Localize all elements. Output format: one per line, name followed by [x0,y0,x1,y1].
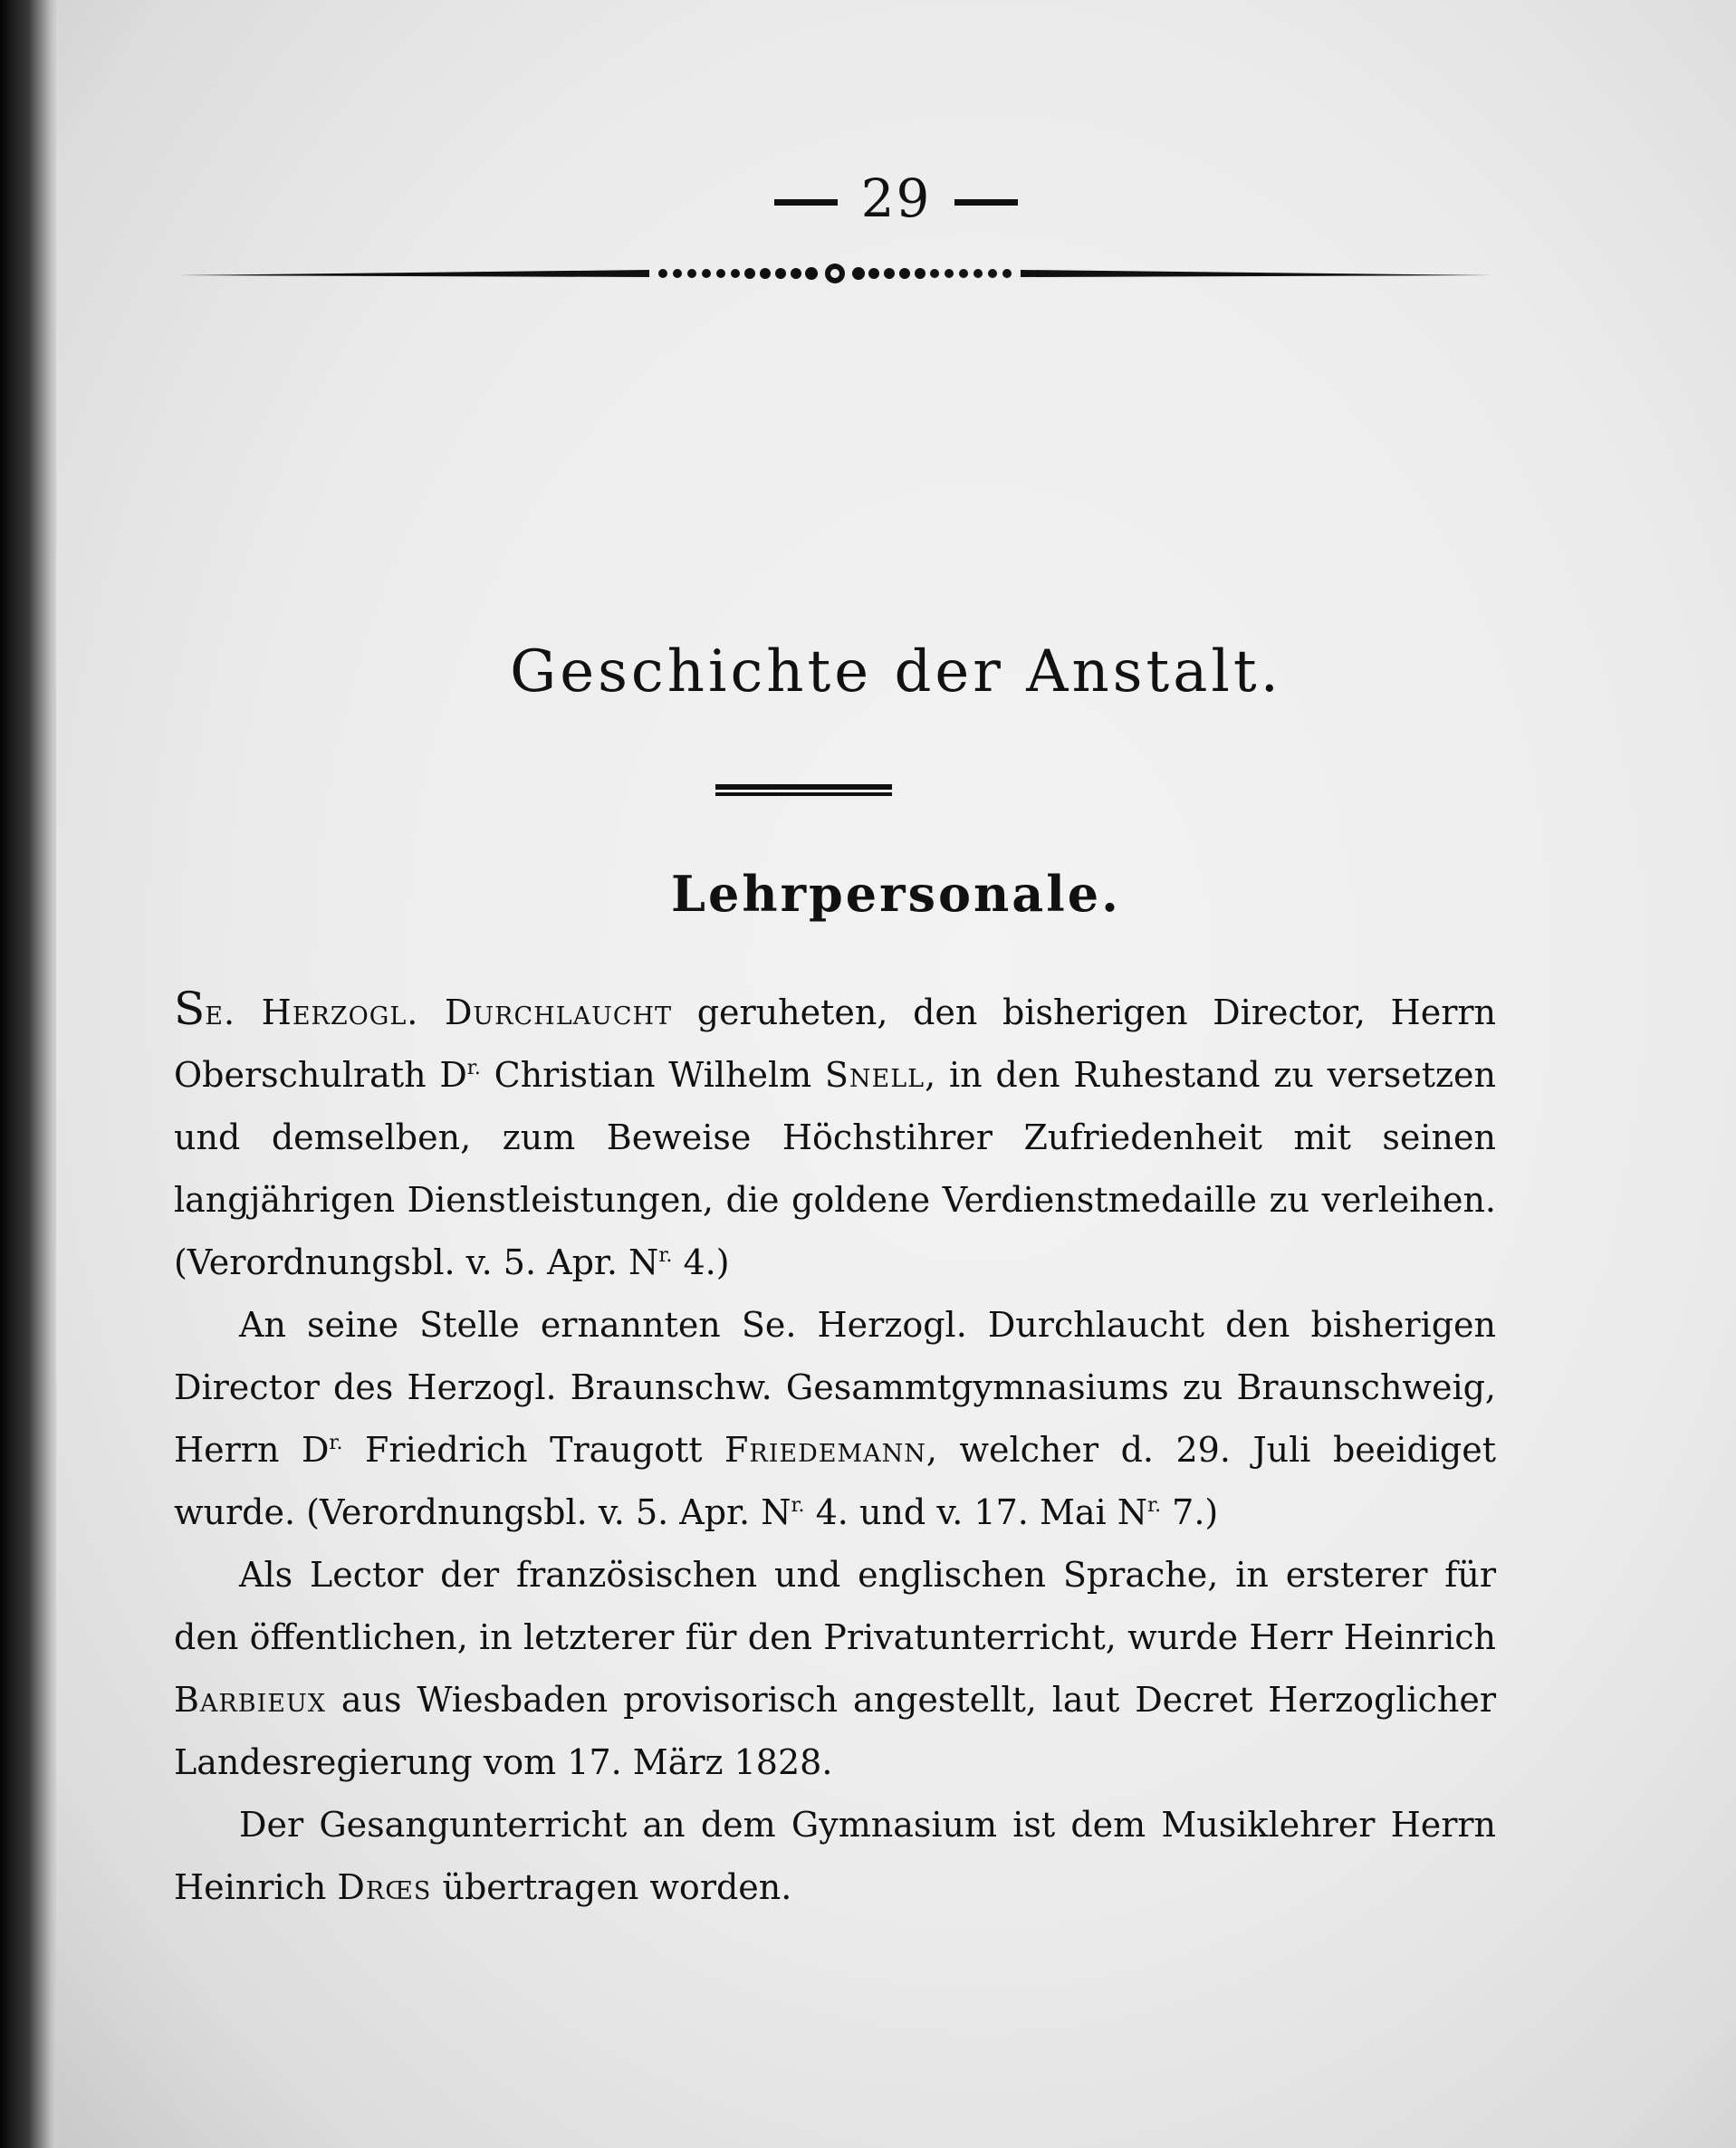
page-number [56,168,1736,229]
page-number-dash-right [954,199,1018,206]
header-ornament-rule [178,260,1491,287]
paragraph-3: Als Lector der französischen und englischen Sprache, in ersterer für den öffentlichen, in letzterer für den Privatunterricht, wurde Herr Heinrich Barbieux aus Wiesbaden provisorisch angestellt, laut Decret Herzoglicher Landesregierung vom 17. März 1828. [174,1555,1496,1782]
paragraph-1: Se. Herzogl. Durchlaucht geruheten, den bisherigen Director, Herrn Oberschulrath $D^{r.}$ Christian Wilhelm Snell, in den Ruhestand zu versetzen und demselben, zum Beweise Höchstihrer Zufriedenheit mit seinen langjährigen Dienstleistungen, die goldene Verdienstmedaille zu verleihen. (Verordnungsbl. v. 5. Apr. $N^{r.}$ 4.) [174,983,1496,1282]
chapter-title: Geschichte der Anstalt. [510,638,1282,705]
book-page [56,0,1736,2148]
body-text [174,978,1496,1919]
paragraph-2: An seine Stelle ernannten Se. Herzogl. Durchlaucht den bisherigen Director des Herzogl. Braunschw. Gesammtgymnasiums zu Braunschweig, Herrn $D^{r.}$ Friedrich Traugott Friedemann, welcher d. 29. Juli beeidiget wurde. (Verordnungsbl. v. 5. Apr. $N^{r.}$ 4. und v. 17. Mai $N^{r.}$ 7.) [174,1305,1496,1532]
book-spine [0,0,63,2148]
page-number-value: 29 [860,168,932,229]
title-double-rule [715,784,892,797]
paragraph-4: Der Gesangunterricht an dem Gymnasium ist dem Musiklehrer Herrn Heinrich Drœs übertragen worden. [174,1805,1496,1907]
section-title: Lehrpersonale. [671,865,1121,923]
page-number-dash-left [774,199,838,206]
drop-cap: S [174,983,206,1035]
